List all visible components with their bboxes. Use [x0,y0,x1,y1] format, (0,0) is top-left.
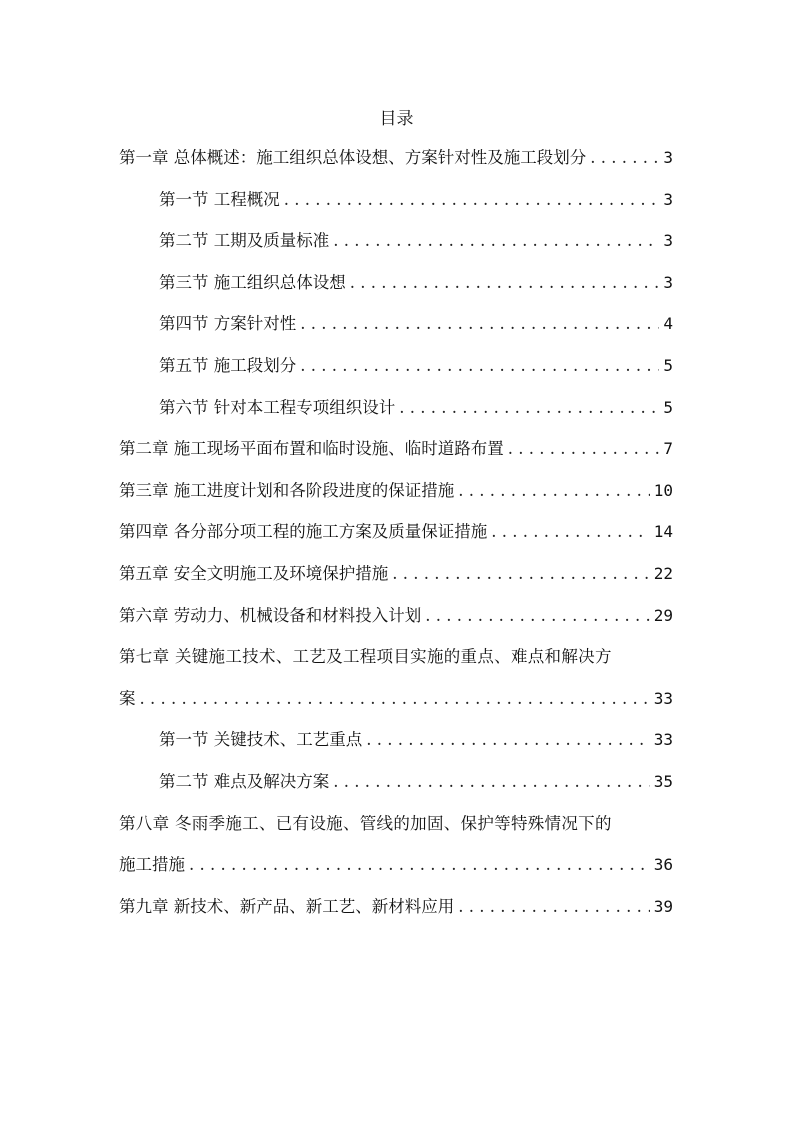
toc-entry-section[interactable] [119,262,673,304]
toc-entry-chapter-8[interactable] [119,803,673,845]
toc-label: 第二章 施工现场平面布置和临时设施、临时道路布置 [119,439,504,459]
toc-page: 5 [663,355,673,375]
table-of-contents [119,137,673,927]
toc-entry-chapter-3[interactable] [119,470,673,512]
toc-leader [458,470,649,512]
toc-entry-section[interactable] [119,719,673,761]
toc-page: 22 [653,563,673,583]
toc-label: 第五节 施工段划分 [159,355,297,375]
toc-page: 7 [663,439,673,459]
toc-label: 第四节 方案针对性 [159,314,297,334]
toc-leader [300,345,659,387]
toc-page: 14 [653,522,673,542]
toc-label: 第三节 施工组织总体设想 [159,272,346,292]
toc-leader [333,761,649,803]
toc-entry-chapter-9[interactable] [119,886,673,928]
toc-entry-chapter-1[interactable] [119,137,673,179]
toc-label: 第五章 安全文明施工及环境保护措施 [119,563,389,583]
toc-page: 3 [663,231,673,251]
toc-label: 第一节 关键技术、工艺重点 [159,730,363,750]
toc-leader [284,179,660,221]
toc-entry-section[interactable] [119,761,673,803]
toc-page: 3 [663,272,673,292]
toc-entry-chapter-7-cont[interactable] [119,678,673,720]
toc-label: 第九章 新技术、新产品、新工艺、新材料应用 [119,896,455,916]
toc-leader [491,511,649,553]
toc-leader [140,678,650,720]
toc-label: 第二节 工期及质量标准 [159,231,330,251]
toc-page: 5 [663,397,673,417]
toc-page: 3 [663,148,673,167]
toc-page: 29 [653,605,673,625]
toc-label: 第六章 劳动力、机械设备和材料投入计划 [119,605,422,625]
toc-page: 10 [653,480,673,500]
toc-entry-section[interactable] [119,387,673,429]
toc-label: 第二节 难点及解决方案 [159,771,330,791]
toc-leader [399,387,659,429]
toc-leader [333,220,659,262]
toc-leader [458,886,649,928]
toc-label: 第六节 针对本工程专项组织设计 [159,397,396,417]
toc-label: 第四章 各分部分项工程的施工方案及质量保证措施 [119,522,488,542]
toc-entry-chapter-4[interactable] [119,511,673,553]
toc-entry-section[interactable] [119,303,673,345]
toc-leader [350,262,660,304]
toc-label: 第七章 关键施工技术、工艺及工程项目实施的重点、难点和解决方 [119,647,612,667]
toc-entry-section[interactable] [119,179,673,221]
toc-leader [189,844,650,886]
toc-entry-chapter-7[interactable] [119,636,673,678]
toc-label: 第八章 冬雨季施工、已有设施、管线的加固、保护等特殊情况下的 [119,813,612,833]
toc-label: 第一节 工程概况 [159,189,280,209]
toc-leader [508,428,660,470]
toc-page: 33 [653,730,673,750]
toc-entry-chapter-8-cont[interactable] [119,844,673,886]
toc-page: 39 [653,896,673,916]
toc-page: 35 [653,771,673,791]
toc-leader [366,719,649,761]
toc-leader [392,553,649,595]
toc-label: 施工措施 [119,855,185,875]
toc-label: 第三章 施工进度计划和各阶段进度的保证措施 [119,480,455,500]
toc-entry-section[interactable] [119,345,673,387]
toc-label: 案 [119,688,136,708]
toc-page: 3 [663,189,673,209]
toc-leader [300,303,659,345]
toc-title: 目录 [379,109,414,129]
toc-leader [425,595,649,637]
toc-page: 33 [653,688,673,708]
toc-leader [590,137,659,179]
toc-entry-chapter-2[interactable] [119,428,673,470]
toc-page: 36 [653,855,673,875]
toc-entry-chapter-6[interactable] [119,595,673,637]
toc-entry-chapter-5[interactable] [119,553,673,595]
toc-entry-section[interactable] [119,220,673,262]
toc-label: 第一章 总体概述：施工组织总体设想、方案针对性及施工段划分 [119,148,587,167]
toc-page: 4 [663,314,673,334]
